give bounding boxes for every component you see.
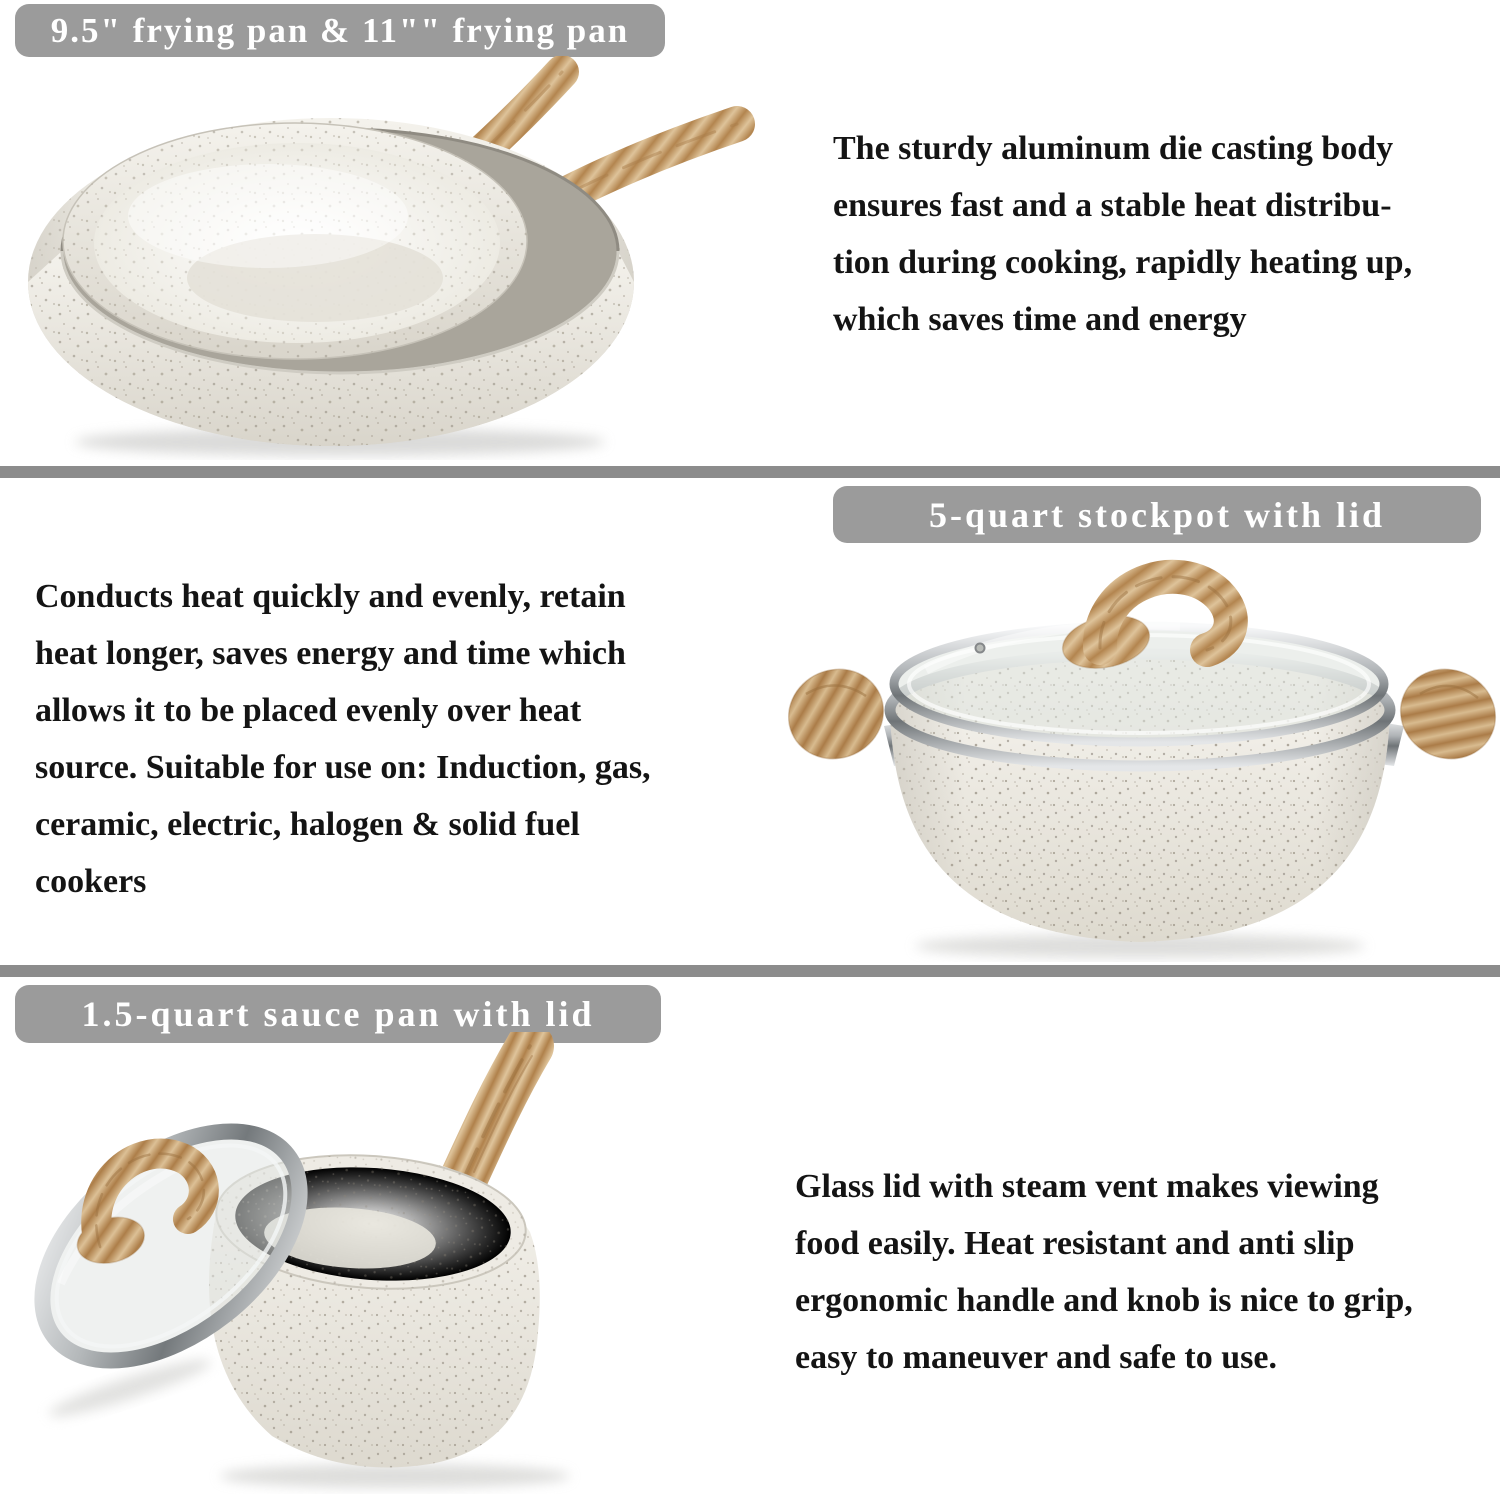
stockpot-description (35, 568, 651, 910)
description-line: allows it to be placed evenly over heat (35, 692, 582, 729)
steam-vent-hole (976, 644, 985, 653)
description-line: ergonomic handle and knob is nice to grip, (795, 1282, 1413, 1319)
frying-pans-photo (0, 56, 780, 460)
description-line: heat longer, saves energy and time which (35, 635, 626, 672)
description-line: tion during cooking, rapidly heating up, (833, 244, 1413, 281)
description-line: food easily. Heat resistant and anti slip (795, 1225, 1355, 1262)
section-divider (0, 466, 1500, 478)
description-line: The sturdy aluminum die casting body (833, 130, 1394, 167)
section-label-stockpot-text: 5-quart stockpot with lid (928, 494, 1386, 535)
description-line: cookers (35, 863, 147, 900)
description-line: ceramic, electric, halogen & solid fuel (35, 806, 580, 843)
description-line: source. Suitable for use on: Induction, gas, (35, 749, 651, 786)
description-line: Conducts heat quickly and evenly, retain (35, 578, 626, 615)
saucepan-handle (462, 1046, 532, 1182)
saucepan-photo (10, 1032, 780, 1494)
saucepan-description (795, 1158, 1413, 1386)
section-label-frying-pans-text: 9.5" frying pan & 11"" frying pan (50, 10, 630, 50)
section-label-stockpot (833, 486, 1481, 543)
frying-pans-description (833, 120, 1412, 348)
stockpot-photo (788, 544, 1500, 962)
section-divider (0, 965, 1500, 977)
description-line: easy to maneuver and safe to use. (795, 1339, 1277, 1376)
description-line: ensures fast and a stable heat distribu- (833, 187, 1392, 224)
section-label-frying-pans (15, 4, 665, 57)
description-line: Glass lid with steam vent makes viewing (795, 1168, 1379, 1205)
section-label-saucepan-text: 1.5-quart sauce pan with lid (81, 994, 595, 1034)
description-line: which saves time and energy (833, 301, 1247, 338)
